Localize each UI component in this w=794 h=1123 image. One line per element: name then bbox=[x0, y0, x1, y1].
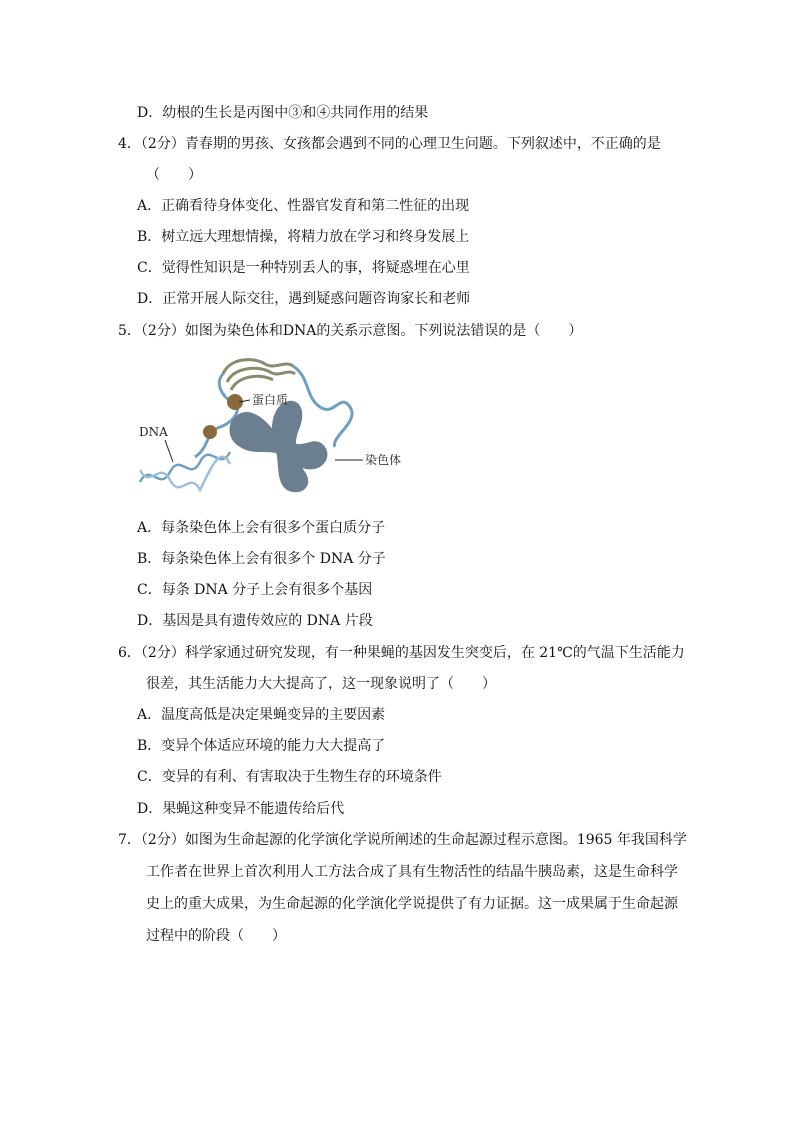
question-4-option-a: A．正确看待身体变化、性器官发育和第二性征的出现 bbox=[137, 198, 470, 214]
chromosome-shape bbox=[230, 401, 328, 493]
question-5-option-d: D．基因是具有遗传效应的 DNA 片段 bbox=[137, 613, 373, 629]
question-6-option-d: D．果蝇这种变异不能遗传给后代 bbox=[137, 801, 345, 817]
question-4-option-b: B．树立远大理想情操，将精力放在学习和终身发展上 bbox=[137, 229, 470, 245]
protein-bead-2 bbox=[203, 425, 217, 439]
question-5-option-c: C．每条 DNA 分子上会有很多个基因 bbox=[137, 582, 373, 598]
question-5-option-a: A．每条染色体上会有很多个蛋白质分子 bbox=[137, 520, 386, 536]
chromosome-dna-svg bbox=[135, 352, 425, 497]
question-7-stem-line-2: 工作者在世界上首次利用人工方法合成了具有生物活性的结晶牛胰岛素，这是生命科学 bbox=[146, 864, 678, 880]
question-7-stem-line-1: 7．（2分）如图为生命起源的化学演化学说所阐述的生命起源过程示意图。1965 年我国科学 bbox=[118, 832, 687, 848]
question-4-stem-line-1: 4．（2分）青春期的男孩、女孩都会遇到不同的心理卫生问题。下列叙述中，不正确的是 bbox=[118, 136, 661, 152]
question-4-option-c: C．觉得性知识是一种特别丢人的事，将疑惑埋在心里 bbox=[137, 260, 470, 276]
double-helix bbox=[140, 452, 230, 490]
label-chromosome: 染色体 bbox=[365, 453, 402, 467]
question-7-stem-line-4: 过程中的阶段（ ） bbox=[146, 928, 286, 944]
question-7-stem-line-3: 史上的重大成果，为生命起源的化学演化学说提供了有力证据。这一成果属于生命起源 bbox=[146, 896, 678, 912]
question-6-option-a: A．温度高低是决定果蝇变异的主要因素 bbox=[137, 707, 386, 723]
question-3-option-d: D．幼根的生长是丙图中③和④共同作用的结果 bbox=[137, 105, 429, 121]
question-4-option-d: D．正常开展人际交往，遇到疑惑问题咨询家长和老师 bbox=[137, 291, 471, 307]
question-6-stem-line-1: 6．（2分）科学家通过研究发现，有一种果蝇的基因发生突变后，在 21℃的气温下生活能力 bbox=[118, 645, 685, 661]
label-protein: 蛋白质 bbox=[252, 393, 289, 407]
question-6-option-c: C．变异的有利、有害取决于生物生存的环境条件 bbox=[137, 769, 442, 785]
question-6-stem-line-2: 很差，其生活能力大大提高了，这一现象说明了（ ） bbox=[146, 676, 496, 692]
coiled-chromatin bbox=[223, 360, 295, 390]
question-4-stem-line-2: （ ） bbox=[146, 167, 202, 183]
label-dna: DNA bbox=[139, 425, 168, 439]
question-6-option-b: B．变异个体适应环境的能力大大提高了 bbox=[137, 738, 386, 754]
chromosome-dna-diagram bbox=[135, 352, 425, 497]
question-5-option-b: B．每条染色体上会有很多个 DNA 分子 bbox=[137, 551, 386, 567]
question-5-stem: 5．（2分）如图为染色体和DNA的关系示意图。下列说法错误的是（ ） bbox=[118, 323, 583, 339]
